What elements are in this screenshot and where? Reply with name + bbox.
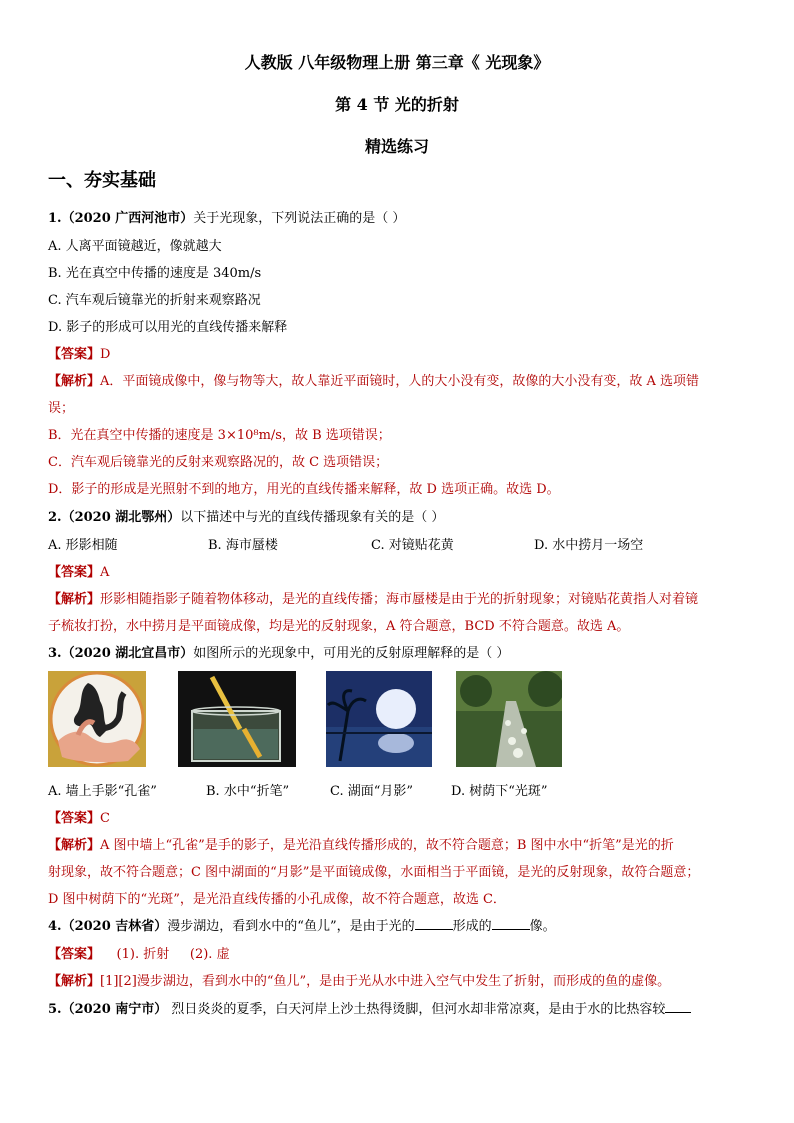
q2-stem: 2.（2020 湖北鄂州）以下描述中与光的直线传播现象有关的是（ ）: [48, 510, 445, 525]
q4-blank-2[interactable]: [492, 917, 530, 930]
q1-option-a: A. 人离平面镜越近，像就越大: [48, 239, 222, 254]
q3-option-d: D. 树荫下“光斑”: [451, 784, 548, 799]
q1-option-d: D. 影子的形成可以用光的直线传播来解释: [48, 320, 288, 335]
q2-analysis-1: 【解析】形影相随指影子随着物体移动，是光的直线传播；海市蜃楼是由于光的折射现象；对镜贴花黄指人对着镜: [48, 592, 699, 607]
tree-shade-image: [456, 671, 562, 767]
q2-option-d: D. 水中捞月一场空: [534, 538, 644, 553]
q4-answer: 【答案】 (1). 折射 (2). 虚: [48, 947, 230, 962]
q3-analysis-3: D 图中树荫下的“光斑”，是光沿直线传播的小孔成像，故不符合题意，故选 C．: [48, 892, 506, 907]
q3-answer: 【答案】C: [48, 811, 110, 826]
document-title: 人教版 八年级物理上册 第三章《 光现象》: [244, 53, 550, 72]
hand-shadow-image: [48, 671, 146, 767]
q1-answer: 【答案】D: [48, 347, 111, 362]
q1-stem: 1.（2020 广西河池市）关于光现象，下列说法正确的是（ ）: [48, 211, 406, 226]
q1-analysis-5: D．影子的形成是光照射不到的地方，用光的直线传播来解释，故 D 选项正确。故选 D。: [48, 482, 560, 497]
q2-option-a: A. 形影相随: [48, 538, 118, 553]
q3-option-b: B. 水中“折笔”: [206, 784, 290, 799]
q1-option-c: C. 汽车观后镜靠光的折射来观察路况: [48, 293, 261, 308]
part-heading: 一、夯实基础: [48, 170, 156, 191]
section-title: 第 4 节 光的折射: [335, 95, 459, 114]
bent-pencil-image: [178, 671, 296, 767]
q1-analysis-4: C．汽车观后镜靠光的反射来观察路况的，故 C 选项错误；: [48, 455, 389, 470]
q3-option-a: A. 墙上手影“孔雀”: [48, 784, 157, 799]
q5-stem: 5.（2020 南宁市） 烈日炎炎的夏季，白天河岸上沙土热得烫脚，但河水却非常凉爽，是由于水的比热容较: [48, 998, 691, 1017]
q1-analysis-3: B．光在真空中传播的速度是 3×10⁸m/s，故 B 选项错误；: [48, 428, 391, 443]
lake-moon-image: [326, 671, 432, 767]
q2-analysis-2: 子梳妆打扮，水中捞月是平面镜成像，均是光的反射现象，A 符合题意，BCD 不符合题意。故选 A。: [48, 619, 630, 634]
q1-analysis-1: 【解析】A．平面镜成像中，像与物等大，故人靠近平面镜时，人的大小没有变，故像的大小没有变，故 A 选项错: [48, 374, 700, 389]
q1-option-b: B. 光在真空中传播的速度是 340m/s: [48, 266, 262, 281]
q3-option-c: C. 湖面“月影”: [330, 784, 414, 799]
q5-blank-1[interactable]: [665, 1000, 691, 1013]
q3-analysis-1: 【解析】A 图中墙上“孔雀”是手的影子，是光沿直线传播形成的，故不符合题意；B 图中水中“折笔”是光的折: [48, 838, 674, 853]
q2-option-c: C. 对镜贴花黄: [371, 538, 454, 553]
q1-analysis-2: 误；: [48, 401, 75, 416]
q2-option-b: B. 海市蜃楼: [208, 538, 278, 553]
q4-analysis: 【解析】[1][2]漫步湖边，看到水中的“鱼儿”，是由于光从水中进入空气中发生了折射，而形成的鱼的虚像。: [48, 974, 671, 989]
q3-analysis-2: 射现象，故不符合题意；C 图中湖面的“月影”是平面镜成像，水面相当于平面镜，是光的反射现象，故符合题意；: [48, 865, 700, 880]
q4-stem: 4.（2020 吉林省）漫步湖边，看到水中的“鱼儿”，是由于光的 形成的 像。: [48, 919, 556, 934]
subtitle: 精选练习: [364, 137, 429, 156]
q4-blank-1[interactable]: [415, 917, 453, 930]
q2-answer: 【答案】A: [48, 565, 110, 580]
q3-stem: 3.（2020 湖北宜昌市）如图所示的光现象中，可用光的反射原理解释的是（ ）: [48, 646, 510, 661]
